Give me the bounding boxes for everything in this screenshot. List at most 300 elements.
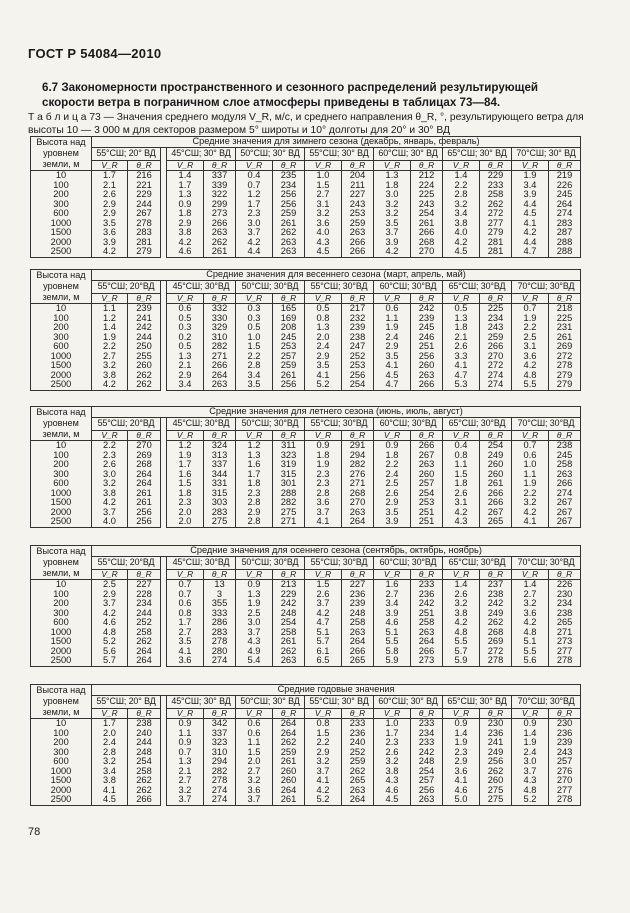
speed-cell: 2.7 bbox=[167, 628, 204, 638]
speed-cell: 5.5 bbox=[443, 637, 480, 647]
direction-cell: 313 bbox=[204, 451, 236, 461]
speed-cell: 4.2 bbox=[92, 609, 128, 619]
direction-cell: 239 bbox=[549, 738, 581, 748]
speed-cell: 2.2 bbox=[512, 489, 549, 499]
direction-cell: 267 bbox=[549, 517, 581, 527]
direction-cell: 261 bbox=[273, 371, 305, 381]
direction-cell: 277 bbox=[549, 786, 581, 796]
speed-cell: 2.2 bbox=[305, 738, 342, 748]
speed-cell: 0.9 bbox=[374, 441, 411, 451]
direction-cell: 265 bbox=[480, 517, 512, 527]
direction-cell: 332 bbox=[204, 304, 236, 314]
height-cell: 2500 bbox=[31, 247, 92, 257]
table-row bbox=[31, 757, 581, 767]
speed-cell: 3.1 bbox=[512, 342, 549, 352]
speed-symbol: V_R bbox=[374, 160, 411, 171]
speed-cell: 3.0 bbox=[236, 219, 273, 229]
speed-symbol: V_R bbox=[92, 430, 128, 441]
direction-cell: 256 bbox=[480, 757, 512, 767]
speed-symbol: V_R bbox=[236, 708, 273, 719]
speed-cell: 3.2 bbox=[374, 757, 411, 767]
speed-cell: 2.6 bbox=[443, 590, 480, 600]
height-cell: 10 bbox=[31, 304, 92, 314]
height-cell: 1500 bbox=[31, 498, 92, 508]
season-title: Средние значения для зимнего сезона (декабрь, январь, февраль) bbox=[92, 137, 581, 148]
sector-header: 60°СШ; 30°ВД bbox=[374, 417, 443, 430]
speed-cell: 3.7 bbox=[305, 767, 342, 777]
speed-cell: 2.6 bbox=[92, 460, 128, 470]
speed-cell: 1.1 bbox=[443, 460, 480, 470]
direction-cell: 264 bbox=[273, 786, 305, 796]
speed-cell: 2.4 bbox=[305, 342, 342, 352]
sector-header: 65°СШ; 30°ВД bbox=[443, 280, 512, 293]
speed-cell: 3.2 bbox=[305, 209, 342, 219]
direction-cell: 270 bbox=[128, 441, 161, 451]
speed-cell: 3.3 bbox=[443, 352, 480, 362]
speed-cell: 2.7 bbox=[167, 776, 204, 786]
height-cell: 300 bbox=[31, 333, 92, 343]
speed-cell: 2.3 bbox=[236, 209, 273, 219]
direction-cell: 169 bbox=[273, 314, 305, 324]
speed-symbol: V_R bbox=[512, 293, 549, 304]
direction-symbol: θ_R bbox=[342, 708, 374, 719]
direction-cell: 266 bbox=[204, 361, 236, 371]
speed-cell: 3.2 bbox=[374, 200, 411, 210]
speed-symbol: V_R bbox=[374, 430, 411, 441]
direction-cell: 233 bbox=[342, 719, 374, 729]
speed-cell: 3.8 bbox=[92, 776, 128, 786]
direction-cell: 266 bbox=[411, 647, 443, 657]
direction-symbol: θ_R bbox=[128, 708, 161, 719]
speed-cell: 3.0 bbox=[92, 470, 128, 480]
speed-cell: 4.6 bbox=[374, 786, 411, 796]
direction-cell: 261 bbox=[204, 247, 236, 257]
direction-cell: 324 bbox=[204, 441, 236, 451]
direction-cell: 254 bbox=[273, 618, 305, 628]
direction-cell: 228 bbox=[128, 590, 161, 600]
direction-cell: 246 bbox=[411, 333, 443, 343]
speed-cell: 4.5 bbox=[374, 371, 411, 381]
speed-cell: 3.2 bbox=[167, 786, 204, 796]
direction-cell: 218 bbox=[549, 304, 581, 314]
table-row bbox=[31, 508, 581, 518]
direction-cell: 239 bbox=[128, 304, 161, 314]
direction-cell: 258 bbox=[128, 767, 161, 777]
direction-symbol: θ_R bbox=[549, 160, 581, 171]
direction-cell: 261 bbox=[480, 479, 512, 489]
direction-cell: 262 bbox=[128, 786, 161, 796]
direction-cell: 240 bbox=[128, 729, 161, 739]
direction-cell: 243 bbox=[549, 748, 581, 758]
direction-cell: 234 bbox=[411, 729, 443, 739]
direction-cell: 226 bbox=[549, 580, 581, 590]
direction-cell: 272 bbox=[480, 209, 512, 219]
direction-cell: 260 bbox=[480, 470, 512, 480]
direction-cell: 247 bbox=[342, 342, 374, 352]
direction-cell: 245 bbox=[549, 451, 581, 461]
sector-header: 45°СШ; 30°ВД bbox=[167, 417, 236, 430]
speed-cell: 1.1 bbox=[167, 729, 204, 739]
speed-cell: 4.2 bbox=[443, 618, 480, 628]
direction-cell: 263 bbox=[411, 460, 443, 470]
direction-cell: 244 bbox=[128, 609, 161, 619]
speed-cell: 1.3 bbox=[374, 171, 411, 181]
speed-cell: 1.5 bbox=[236, 342, 273, 352]
speed-cell: 5.0 bbox=[443, 795, 480, 805]
direction-cell: 266 bbox=[342, 247, 374, 257]
speed-cell: 1.9 bbox=[512, 479, 549, 489]
direction-cell: 242 bbox=[411, 304, 443, 314]
speed-cell: 4.3 bbox=[374, 776, 411, 786]
direction-cell: 279 bbox=[480, 228, 512, 238]
direction-symbol: θ_R bbox=[480, 708, 512, 719]
direction-cell: 259 bbox=[342, 219, 374, 229]
sector-header: 55°СШ; 30° ВД bbox=[305, 695, 374, 708]
speed-cell: 4.1 bbox=[305, 776, 342, 786]
table-row bbox=[31, 479, 581, 489]
table-row bbox=[31, 738, 581, 748]
direction-cell: 315 bbox=[273, 470, 305, 480]
speed-cell: 0.6 bbox=[374, 304, 411, 314]
speed-cell: 4.2 bbox=[92, 247, 128, 257]
direction-symbol: θ_R bbox=[480, 430, 512, 441]
direction-symbol: θ_R bbox=[549, 430, 581, 441]
table-row bbox=[31, 609, 581, 619]
height-cell: 600 bbox=[31, 618, 92, 628]
direction-symbol: θ_R bbox=[549, 569, 581, 580]
direction-symbol: θ_R bbox=[128, 430, 161, 441]
direction-cell: 232 bbox=[342, 314, 374, 324]
speed-cell: 6.1 bbox=[305, 647, 342, 657]
height-cell: 10 bbox=[31, 171, 92, 181]
height-cell: 2000 bbox=[31, 371, 92, 381]
height-cell: 2000 bbox=[31, 647, 92, 657]
height-cell: 200 bbox=[31, 190, 92, 200]
speed-cell: 2.7 bbox=[512, 590, 549, 600]
speed-cell: 1.1 bbox=[374, 314, 411, 324]
direction-cell: 310 bbox=[204, 748, 236, 758]
sector-header: 65°СШ; 30° ВД bbox=[443, 695, 512, 708]
direction-cell: 259 bbox=[480, 333, 512, 343]
sector-header: 65°СШ; 30° ВД bbox=[443, 147, 512, 160]
speed-cell: 3.2 bbox=[443, 599, 480, 609]
speed-symbol: V_R bbox=[512, 160, 549, 171]
direction-cell: 342 bbox=[204, 719, 236, 729]
direction-cell: 260 bbox=[480, 776, 512, 786]
direction-cell: 239 bbox=[342, 599, 374, 609]
speed-cell: 4.3 bbox=[305, 238, 342, 248]
speed-cell: 2.9 bbox=[92, 590, 128, 600]
speed-cell: 2.9 bbox=[167, 371, 204, 381]
speed-cell: 4.1 bbox=[512, 517, 549, 527]
speed-cell: 0.5 bbox=[443, 304, 480, 314]
speed-cell: 3.6 bbox=[236, 786, 273, 796]
speed-cell: 2.0 bbox=[167, 508, 204, 518]
direction-cell: 256 bbox=[342, 371, 374, 381]
direction-cell: 260 bbox=[128, 361, 161, 371]
table-row bbox=[31, 580, 581, 590]
speed-cell: 3.6 bbox=[167, 656, 204, 666]
speed-cell: 1.9 bbox=[236, 599, 273, 609]
speed-cell: 4.0 bbox=[92, 517, 128, 527]
direction-cell: 266 bbox=[204, 219, 236, 229]
direction-cell: 244 bbox=[128, 200, 161, 210]
direction-symbol: θ_R bbox=[128, 293, 161, 304]
direction-cell: 251 bbox=[411, 517, 443, 527]
speed-cell: 0.9 bbox=[512, 719, 549, 729]
direction-symbol: θ_R bbox=[411, 569, 443, 580]
direction-cell: 269 bbox=[549, 342, 581, 352]
direction-cell: 271 bbox=[204, 352, 236, 362]
speed-cell: 5.2 bbox=[305, 380, 342, 390]
speed-cell: 1.2 bbox=[236, 190, 273, 200]
speed-cell: 4.1 bbox=[305, 371, 342, 381]
speed-cell: 4.2 bbox=[443, 238, 480, 248]
speed-cell: 0.6 bbox=[167, 304, 204, 314]
direction-symbol: θ_R bbox=[204, 708, 236, 719]
speed-cell: 1.5 bbox=[443, 470, 480, 480]
direction-cell: 263 bbox=[411, 628, 443, 638]
speed-cell: 3.6 bbox=[305, 219, 342, 229]
direction-cell: 262 bbox=[128, 380, 161, 390]
speed-cell: 5.6 bbox=[92, 647, 128, 657]
speed-cell: 1.4 bbox=[512, 729, 549, 739]
speed-cell: 4.2 bbox=[236, 238, 273, 248]
speed-symbol: V_R bbox=[305, 293, 342, 304]
speed-cell: 4.2 bbox=[512, 361, 549, 371]
speed-cell: 5.2 bbox=[512, 795, 549, 805]
speed-cell: 1.2 bbox=[236, 441, 273, 451]
direction-cell: 237 bbox=[480, 580, 512, 590]
direction-cell: 278 bbox=[549, 361, 581, 371]
speed-cell: 2.6 bbox=[305, 590, 342, 600]
speed-cell: 1.0 bbox=[374, 719, 411, 729]
table-row bbox=[31, 181, 581, 191]
direction-cell: 266 bbox=[480, 489, 512, 499]
speed-cell: 2.1 bbox=[167, 767, 204, 777]
speed-symbol: V_R bbox=[443, 160, 480, 171]
speed-cell: 2.3 bbox=[305, 479, 342, 489]
speed-cell: 5.1 bbox=[374, 628, 411, 638]
height-cell: 2500 bbox=[31, 795, 92, 805]
direction-cell: 225 bbox=[549, 314, 581, 324]
direction-cell: 251 bbox=[411, 609, 443, 619]
speed-cell: 5.2 bbox=[305, 795, 342, 805]
speed-cell: 2.0 bbox=[305, 333, 342, 343]
height-cell: 2500 bbox=[31, 380, 92, 390]
height-cell: 600 bbox=[31, 342, 92, 352]
direction-cell: 259 bbox=[342, 757, 374, 767]
speed-cell: 0.7 bbox=[512, 441, 549, 451]
table-caption: Т а б л и ц а 73 — Значения среднего модуля V_R, м/с, и среднего направления θ_R, °, результирующего ветра для высоты 10 — 3 000 м для секторов размером 5° широты и 10° долготы для 20° и 30° ВД bbox=[28, 112, 584, 136]
speed-cell: 3.8 bbox=[92, 489, 128, 499]
speed-cell: 5.7 bbox=[443, 647, 480, 657]
speed-cell: 0.3 bbox=[236, 314, 273, 324]
speed-cell: 4.8 bbox=[443, 628, 480, 638]
direction-cell: 263 bbox=[273, 238, 305, 248]
speed-cell: 3.6 bbox=[305, 498, 342, 508]
speed-symbol: V_R bbox=[443, 569, 480, 580]
direction-cell: 278 bbox=[480, 656, 512, 666]
table-row bbox=[31, 171, 581, 181]
direction-cell: 227 bbox=[128, 580, 161, 590]
direction-cell: 264 bbox=[342, 637, 374, 647]
direction-cell: 337 bbox=[204, 460, 236, 470]
speed-cell: 4.1 bbox=[374, 361, 411, 371]
sector-header: 55°СШ; 20° ВД bbox=[92, 695, 161, 708]
direction-cell: 254 bbox=[411, 767, 443, 777]
direction-cell: 264 bbox=[549, 200, 581, 210]
speed-cell: 1.7 bbox=[167, 460, 204, 470]
direction-cell: 265 bbox=[342, 656, 374, 666]
speed-cell: 4.1 bbox=[443, 361, 480, 371]
speed-cell: 2.5 bbox=[92, 580, 128, 590]
direction-cell: 219 bbox=[549, 171, 581, 181]
speed-cell: 4.6 bbox=[92, 618, 128, 628]
direction-symbol: θ_R bbox=[480, 569, 512, 580]
direction-cell: 226 bbox=[549, 181, 581, 191]
speed-cell: 3.6 bbox=[443, 767, 480, 777]
speed-cell: 4.9 bbox=[236, 647, 273, 657]
speed-cell: 2.7 bbox=[92, 352, 128, 362]
direction-cell: 258 bbox=[480, 190, 512, 200]
speed-cell: 0.6 bbox=[236, 729, 273, 739]
direction-cell: 234 bbox=[128, 599, 161, 609]
direction-cell: 238 bbox=[549, 609, 581, 619]
speed-cell: 5.1 bbox=[512, 637, 549, 647]
speed-cell: 3.7 bbox=[92, 508, 128, 518]
direction-cell: 279 bbox=[549, 380, 581, 390]
speed-cell: 3.4 bbox=[374, 599, 411, 609]
speed-symbol: V_R bbox=[167, 160, 204, 171]
speed-symbol: V_R bbox=[512, 708, 549, 719]
direction-cell: 221 bbox=[128, 181, 161, 191]
height-cell: 10 bbox=[31, 580, 92, 590]
direction-cell: 239 bbox=[342, 323, 374, 333]
table-row bbox=[31, 333, 581, 343]
speed-cell: 1.0 bbox=[512, 460, 549, 470]
speed-cell: 1.4 bbox=[92, 323, 128, 333]
direction-cell: 275 bbox=[204, 517, 236, 527]
sector-header: 50°СШ; 30° ВД bbox=[236, 147, 305, 160]
direction-cell: 266 bbox=[480, 342, 512, 352]
direction-cell: 230 bbox=[549, 590, 581, 600]
direction-cell: 268 bbox=[128, 460, 161, 470]
speed-cell: 0.2 bbox=[167, 333, 204, 343]
direction-cell: 286 bbox=[204, 618, 236, 628]
season-block bbox=[30, 269, 581, 391]
direction-cell: 241 bbox=[128, 314, 161, 324]
speed-cell: 1.4 bbox=[443, 729, 480, 739]
speed-cell: 3.1 bbox=[305, 200, 342, 210]
speed-cell: 0.6 bbox=[167, 599, 204, 609]
speed-symbol: V_R bbox=[167, 569, 204, 580]
speed-cell: 1.7 bbox=[236, 470, 273, 480]
direction-cell: 262 bbox=[273, 228, 305, 238]
height-cell: 1000 bbox=[31, 489, 92, 499]
speed-cell: 1.7 bbox=[374, 729, 411, 739]
direction-cell: 243 bbox=[411, 200, 443, 210]
direction-cell: 256 bbox=[273, 190, 305, 200]
direction-cell: 344 bbox=[204, 470, 236, 480]
direction-cell: 263 bbox=[411, 371, 443, 381]
section-title: 6.7 Закономерности пространственного и сезонного распределений результирующей скорости ветра в пограничном слое атмосферы приведены в таблицах 73—84. bbox=[42, 81, 539, 109]
direction-cell: 267 bbox=[549, 498, 581, 508]
direction-cell: 287 bbox=[549, 228, 581, 238]
page-number: 78 bbox=[28, 826, 41, 838]
direction-cell: 288 bbox=[549, 238, 581, 248]
document-header: ГОСТ Р 54084—2010 bbox=[28, 46, 162, 61]
speed-symbol: V_R bbox=[305, 160, 342, 171]
speed-cell: 2.9 bbox=[92, 209, 128, 219]
direction-cell: 249 bbox=[480, 609, 512, 619]
height-cell: 10 bbox=[31, 441, 92, 451]
speed-cell: 3.7 bbox=[374, 228, 411, 238]
speed-cell: 2.4 bbox=[374, 470, 411, 480]
speed-cell: 1.9 bbox=[167, 451, 204, 461]
direction-cell: 264 bbox=[128, 479, 161, 489]
speed-cell: 1.8 bbox=[167, 489, 204, 499]
direction-symbol: θ_R bbox=[549, 293, 581, 304]
direction-symbol: θ_R bbox=[204, 160, 236, 171]
sector-header: 55°СШ; 20°ВД bbox=[92, 556, 161, 569]
direction-cell: 262 bbox=[480, 767, 512, 777]
season-table bbox=[30, 684, 581, 806]
speed-cell: 4.2 bbox=[305, 609, 342, 619]
speed-cell: 0.6 bbox=[512, 451, 549, 461]
speed-cell: 1.0 bbox=[236, 333, 273, 343]
height-cell: 100 bbox=[31, 451, 92, 461]
speed-cell: 2.5 bbox=[512, 333, 549, 343]
height-cell: 600 bbox=[31, 479, 92, 489]
direction-cell: 259 bbox=[273, 209, 305, 219]
direction-cell: 276 bbox=[549, 767, 581, 777]
season-title: Средние значения для весеннего сезона (март, апрель, май) bbox=[92, 270, 581, 281]
height-header: Высота над уровнем земли, м bbox=[31, 137, 92, 171]
speed-cell: 2.6 bbox=[443, 489, 480, 499]
speed-cell: 1.8 bbox=[443, 479, 480, 489]
speed-cell: 2.4 bbox=[512, 748, 549, 758]
height-cell: 1500 bbox=[31, 637, 92, 647]
direction-cell: 258 bbox=[411, 618, 443, 628]
direction-cell: 261 bbox=[549, 333, 581, 343]
speed-cell: 2.9 bbox=[92, 200, 128, 210]
speed-cell: 5.5 bbox=[512, 380, 549, 390]
speed-cell: 4.2 bbox=[305, 786, 342, 796]
direction-cell: 263 bbox=[204, 380, 236, 390]
sector-header: 60°СШ; 30° ВД bbox=[374, 695, 443, 708]
direction-cell: 266 bbox=[411, 441, 443, 451]
speed-cell: 3.8 bbox=[167, 228, 204, 238]
speed-cell: 3.6 bbox=[92, 228, 128, 238]
speed-symbol: V_R bbox=[92, 293, 128, 304]
speed-cell: 4.7 bbox=[374, 380, 411, 390]
direction-cell: 267 bbox=[411, 451, 443, 461]
height-cell: 100 bbox=[31, 314, 92, 324]
sector-header: 45°СШ; 30°ВД bbox=[167, 280, 236, 293]
table-row bbox=[31, 767, 581, 777]
direction-cell: 256 bbox=[411, 786, 443, 796]
direction-cell: 263 bbox=[342, 508, 374, 518]
table-row bbox=[31, 451, 581, 461]
direction-cell: 245 bbox=[273, 333, 305, 343]
direction-cell: 266 bbox=[128, 795, 161, 805]
speed-cell: 4.6 bbox=[374, 618, 411, 628]
height-cell: 1500 bbox=[31, 228, 92, 238]
direction-cell: 283 bbox=[128, 228, 161, 238]
speed-symbol: V_R bbox=[92, 160, 128, 171]
speed-cell: 1.7 bbox=[92, 719, 128, 729]
